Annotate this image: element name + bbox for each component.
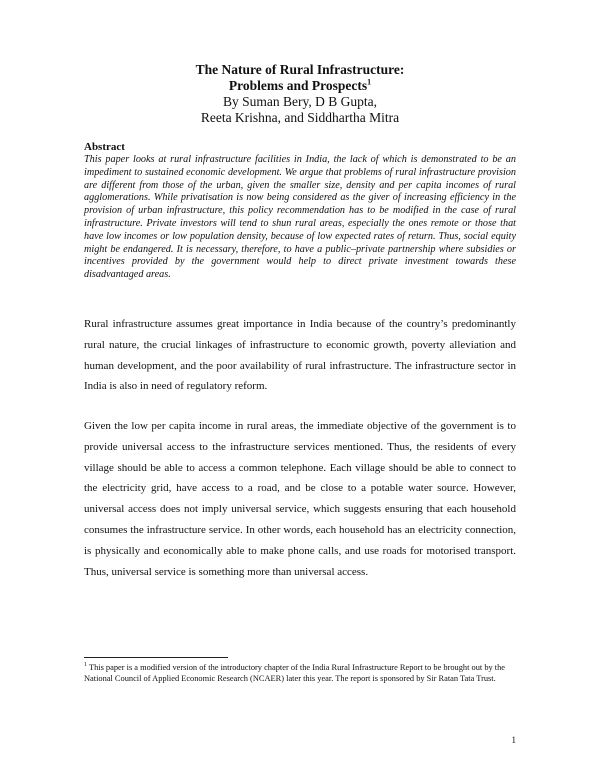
- page-number: 1: [511, 735, 516, 745]
- footnote: [84, 662, 516, 684]
- abstract-heading: Abstract: [84, 141, 125, 153]
- body-paragraph-2: Given the low per capita income in rural areas, the immediate objective of the government is to provide universal access to the infrastructure services mentioned. Thus, the residents of every village should be able to access a common telephone. Each village should be able to connect to the electricity grid, have access to a road, and be close to a potable water source. However, universal access does not imply universal service, which suggests ensuring that each household consumes the infrastructure service. In other words, each household has an electricity connection, is physically and economically able to make phone calls, and use roads for motorised transport. Thus, universal service is something more than universal access.: [84, 420, 516, 578]
- paper-title-line-2: Problems and Prospects$^1$: [228, 77, 372, 93]
- footnote-divider: [84, 657, 228, 658]
- title-block: [0, 62, 600, 126]
- abstract-section: [84, 141, 516, 282]
- paper-title-line-1: The Nature of Rural Infrastructure:: [195, 62, 405, 77]
- footnote-marker: 1: [84, 662, 87, 669]
- body-paragraph-1: Rural infrastructure assumes great importance in India because of the country’s predominantly rural nature, the crucial linkages of infrastructure to economic growth, poverty alleviation and human development, and the poor availability of rural infrastructure. The infrastructure sector in India is also in need of regulatory reform.: [84, 318, 516, 393]
- author-line-1: By Suman Bery, D B Gupta,: [223, 94, 377, 109]
- abstract-text: This paper looks at rural infrastructure facilities in India, the lack of which is demonstrated to be an impediment to sustained economic development. We argue that problems of rural infrastructure provision are different from those of the urban, given the smaller size, density and per capita incomes of rural agglomerations. While privatisation is now being considered as the giver of increasing efficiency in the provision of urban infrastructure, this policy recommendation has to be modified in the case of rural infrastructure. Private investors will tend to shun rural areas, especially the ones remote or those that have low incomes or low population density, because of low expected rates of return. Thus, social equity might be endangered. It is necessary, therefore, to have a public–private partnership where subsidies or incentives provided by the government would help to direct private investment towards these disadvantaged areas.: [84, 154, 516, 281]
- title-footnote-marker[interactable]: 1: [367, 77, 372, 87]
- footnote-text: This paper is a modified version of the introductory chapter of the India Rural Infrastructure Report to be brought out by the National Council of Applied Economic Research (NCAER) later this year. The report is sponsored by Sir Ratan Tata Trust.: [84, 663, 506, 683]
- author-line-2: Reeta Krishna, and Siddhartha Mitra: [200, 110, 400, 125]
